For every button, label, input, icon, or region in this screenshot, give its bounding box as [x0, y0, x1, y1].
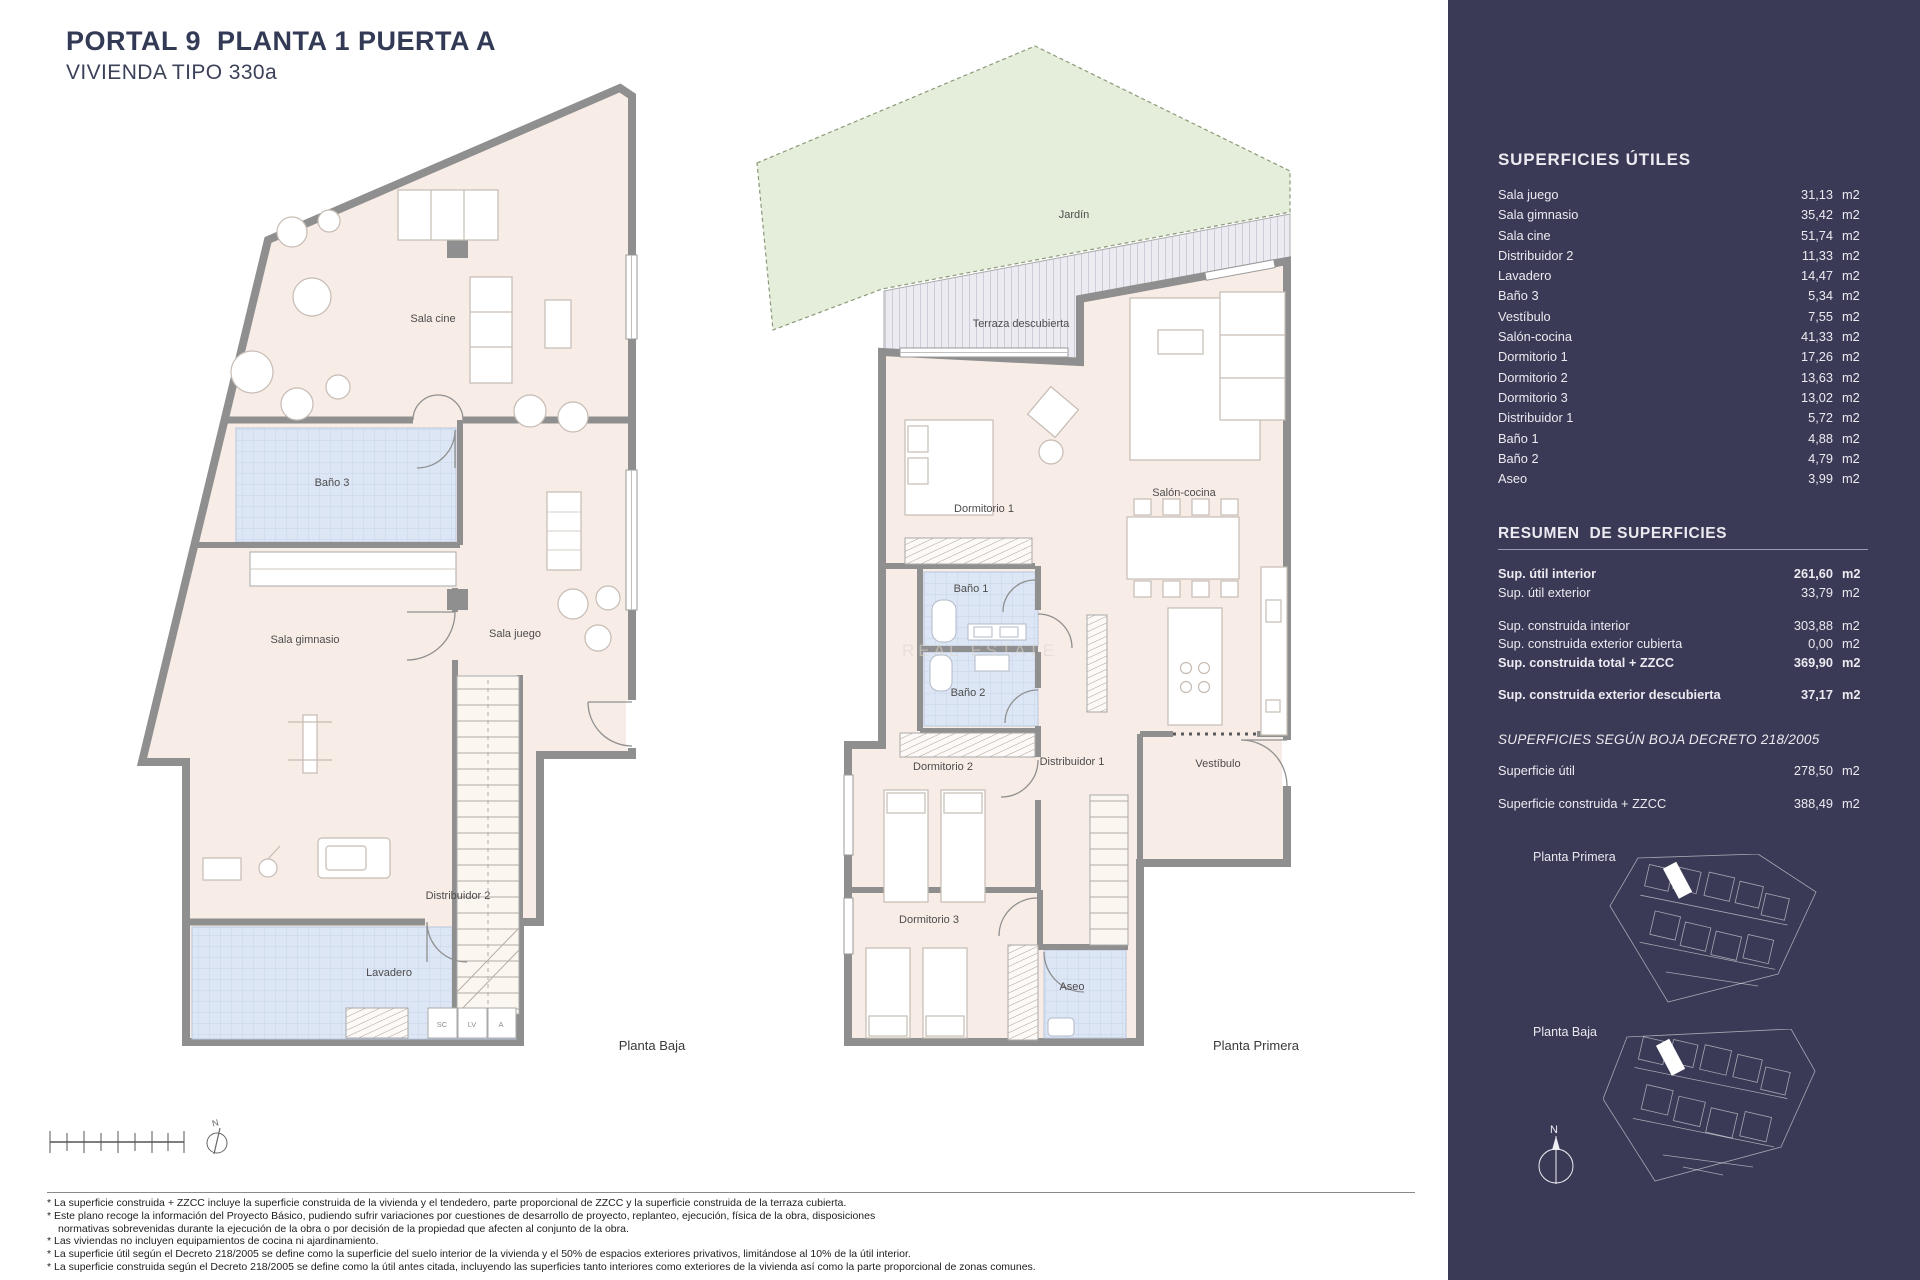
- scale-bar: [50, 1131, 184, 1153]
- room-label-bano-2: Baño 2: [950, 687, 986, 699]
- room-label-sala-juego: Sala juego: [489, 628, 541, 640]
- table-row: Baño 2 4,79 m2: [1498, 450, 1860, 466]
- table-row: Sup. útil interior 261,60 m2: [1498, 566, 1861, 582]
- table-row: Baño 1 4,88 m2: [1498, 430, 1860, 446]
- room-label-terraza: Terraza descubierta: [972, 318, 1070, 330]
- room-label-dormitorio-1: Dormitorio 1: [954, 503, 1014, 515]
- table-row: Vestíbulo 7,55 m2: [1498, 308, 1860, 324]
- table-row: Superficie construida + ZZCC 388,49 m2: [1498, 795, 1860, 811]
- keyplan-label-primera: Planta Primera: [1533, 850, 1616, 864]
- table-row: Lavadero 14,47 m2: [1498, 268, 1860, 284]
- page-title: PORTAL 9 PLANTA 1 PUERTA A: [66, 26, 497, 56]
- table-row: Sala juego 31,13 m2: [1498, 187, 1860, 202]
- table-row: Sup. construida total + ZZCC 369,90 m2: [1498, 654, 1861, 670]
- footnote-line: * Este plano recoge la información del Proyecto Básico, pudiendo sufrir variaciones por cuestiones de desarrollo de proyecto, replanteo, ejecución, física de la obra, disposiciones: [47, 1209, 876, 1222]
- room-label-distribuidor-1: Distribuidor 1: [1039, 756, 1105, 768]
- footnote-line: * La superficie útil según el Decreto 218/2005 se define como la superficie del suelo interior de la vivienda y el 50% de espacios exteriores privativos, limitándose al 10% de la útil interior.: [47, 1248, 911, 1261]
- keyplan-label-baja: Planta Baja: [1533, 1025, 1597, 1039]
- table-row: Superficie útil 278,50 m2: [1498, 763, 1860, 779]
- north-letter: N: [1550, 1124, 1558, 1136]
- table-row: Sup. construida exterior descubierta 37,17 m2: [1498, 687, 1861, 703]
- table-row: Sup. construida interior 303,88 m2: [1498, 617, 1860, 633]
- footnote-line: * La superficie construida según el Decreto 218/2005 se define como la útil antes citada, incluyendo las superficies tanto interiores como exteriores de la vivienda así como la parte proporcional de zonas comunes.: [47, 1260, 1036, 1273]
- table-row: Dormitorio 1 17,26 m2: [1498, 349, 1860, 365]
- north-compass: [207, 1117, 227, 1154]
- watermark: REAL ESTATE: [902, 641, 1059, 660]
- table-row: Distribuidor 1 5,72 m2: [1498, 410, 1860, 426]
- staircase-primera: [1090, 795, 1128, 945]
- room-label-dormitorio-3: Dormitorio 3: [899, 914, 959, 926]
- appliance-lv-label: LV: [467, 1020, 477, 1029]
- resumen-table: [1498, 565, 1868, 705]
- footnotes: [47, 1192, 1415, 1274]
- utiles-table: [1498, 185, 1868, 489]
- table-row: Sup. construida exterior cubierta 0,00 m2: [1498, 636, 1860, 652]
- room-label-aseo: Aseo: [1059, 981, 1085, 993]
- appliance-a-label: A: [498, 1020, 504, 1029]
- room-label-lavadero: Lavadero: [366, 967, 412, 979]
- footnote-line: * La superficie construida + ZZCC incluye la superficie construida de la vivienda y el tendedero, parte proporcional de ZZCC y la superficie construida de la terraza cubierta.: [47, 1197, 847, 1209]
- plan-planta-baja: [142, 88, 637, 1042]
- north-letter: N: [210, 1117, 220, 1129]
- drying-rack: [346, 1008, 408, 1038]
- room-label-distribuidor-2: Distribuidor 2: [425, 890, 491, 902]
- appliance-sc-label: SC: [436, 1020, 448, 1029]
- room-label-sala-cine: Sala cine: [410, 313, 456, 325]
- footnote-line: normativas sobrevenidas durante la ejecución de la obra o por decisión de la propiedad que afecten al conjunto de la obra.: [58, 1222, 629, 1235]
- table-row: Baño 3 5,34 m2: [1498, 288, 1860, 304]
- room-label-salon-cocina: Salón-cocina: [1152, 487, 1216, 499]
- highlighted-unit: [1656, 1039, 1685, 1076]
- table-row: Dormitorio 2 13,63 m2: [1498, 369, 1860, 385]
- boja-title: SUPERFICIES SEGÚN BOJA DECRETO 218/2005: [1498, 732, 1820, 748]
- room-label-vestibulo: Vestíbulo: [1195, 758, 1241, 770]
- table-row: Sala cine 51,74 m2: [1498, 227, 1860, 243]
- room-label-dormitorio-2: Dormitorio 2: [913, 761, 973, 773]
- resumen-title: RESUMEN DE SUPERFICIES: [1498, 525, 1868, 550]
- sidebar-north-compass: [1533, 1120, 1579, 1198]
- table-row: Aseo 3,99 m2: [1498, 471, 1860, 487]
- keyplan-baja: [1603, 1029, 1817, 1183]
- table-row: Sup. útil exterior 33,79 m2: [1498, 585, 1860, 601]
- staircase-baja: [457, 676, 519, 1014]
- room-label-jardin: Jardín: [1058, 209, 1090, 221]
- caption-planta-baja: Planta Baja: [618, 1038, 686, 1053]
- table-row: Sala gimnasio 35,42 m2: [1498, 207, 1860, 223]
- column: [447, 589, 468, 610]
- surfaces-sidebar: [1448, 0, 1920, 1280]
- highlighted-unit: [1663, 862, 1692, 899]
- room-label-sala-gimnasio: Sala gimnasio: [270, 634, 340, 646]
- plan-planta-primera: [757, 46, 1292, 1042]
- room-label-bano-1: Baño 1: [953, 583, 989, 595]
- table-row: Dormitorio 3 13,02 m2: [1498, 389, 1860, 405]
- table-row: Salón-cocina 41,33 m2: [1498, 329, 1860, 345]
- table-row: Distribuidor 2 11,33 m2: [1498, 247, 1860, 263]
- footnote-line: * Las viviendas no incluyen equipamientos de cocina ni ajardinamiento.: [47, 1235, 379, 1248]
- utiles-title: SUPERFICIES ÚTILES: [1498, 150, 1691, 169]
- page-subtitle: VIVIENDA TIPO 330a: [66, 61, 278, 84]
- caption-planta-primera: Planta Primera: [1213, 1038, 1299, 1053]
- keyplan-primera: [1608, 854, 1818, 1006]
- room-label-bano-3: Baño 3: [314, 477, 350, 489]
- boja-table: [1498, 762, 1868, 813]
